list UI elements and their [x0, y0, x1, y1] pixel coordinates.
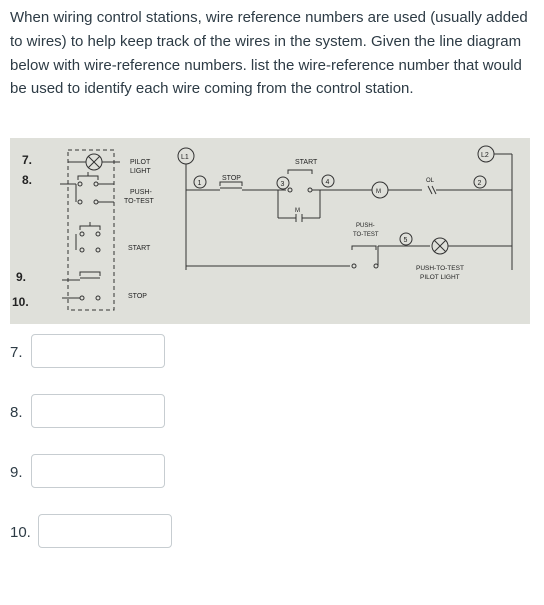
wire-number-1: 1 [197, 180, 202, 187]
line-label-ptt-pilot-2: PILOT LIGHT [420, 274, 460, 281]
line-label-stop: STOP [222, 175, 241, 182]
rail-l2-label: L2 [481, 152, 489, 159]
left-number-10: 10. [12, 295, 29, 309]
answer-label-7: 7. [10, 344, 23, 361]
line-label-ptt-pilot-1: PUSH-TO-TEST [416, 265, 464, 272]
line-diagram-photo [10, 138, 530, 324]
station-label-stop: STOP [128, 293, 147, 300]
station-pilot-light-symbol [68, 154, 120, 170]
station-label-pilot-light-2: LIGHT [130, 168, 151, 175]
line-label-push-to-test-2: TO-TEST [353, 232, 379, 238]
line-label-start: START [295, 159, 318, 166]
control-station-box [68, 150, 114, 310]
answer-label-8: 8. [10, 404, 23, 421]
rung-2 [186, 238, 512, 268]
wire-number-5: 5 [403, 237, 408, 244]
left-number-7: 7. [22, 153, 33, 167]
line-label-ol: OL [426, 178, 435, 184]
answer-input-7[interactable] [31, 334, 165, 368]
answer-label-10: 10. [10, 524, 31, 541]
station-label-push-to-test-2: TO-TEST [124, 198, 154, 205]
question-text: When wiring control stations, wire reference numbers are used (usually added to wires) to help keep track of the wires in the system. Given the line diagram below with wire-reference numbers. list the wire-reference number that would be used to identify each wire coming from the control station. [10, 9, 528, 98]
line-label-m-contact: M [295, 208, 300, 214]
left-number-9: 9. [16, 270, 27, 284]
station-label-start: START [128, 245, 151, 252]
answer-input-8[interactable] [31, 394, 165, 428]
line-label-m-coil: M [376, 189, 381, 195]
answer-label-9: 9. [10, 464, 23, 481]
answer-input-10[interactable] [38, 514, 172, 548]
station-label-pilot-light-1: PILOT [130, 159, 151, 166]
rail-l1-label: L1 [181, 154, 189, 161]
left-number-8: 8. [22, 173, 33, 187]
wire-number-4: 4 [325, 179, 330, 186]
station-start-symbol [76, 222, 100, 252]
wire-number-3: 3 [280, 181, 285, 188]
station-label-push-to-test-1: PUSH- [130, 189, 152, 196]
answer-input-9[interactable] [31, 454, 165, 488]
line-label-push-to-test-1: PUSH- [356, 223, 375, 229]
wire-number-2: 2 [477, 180, 482, 187]
